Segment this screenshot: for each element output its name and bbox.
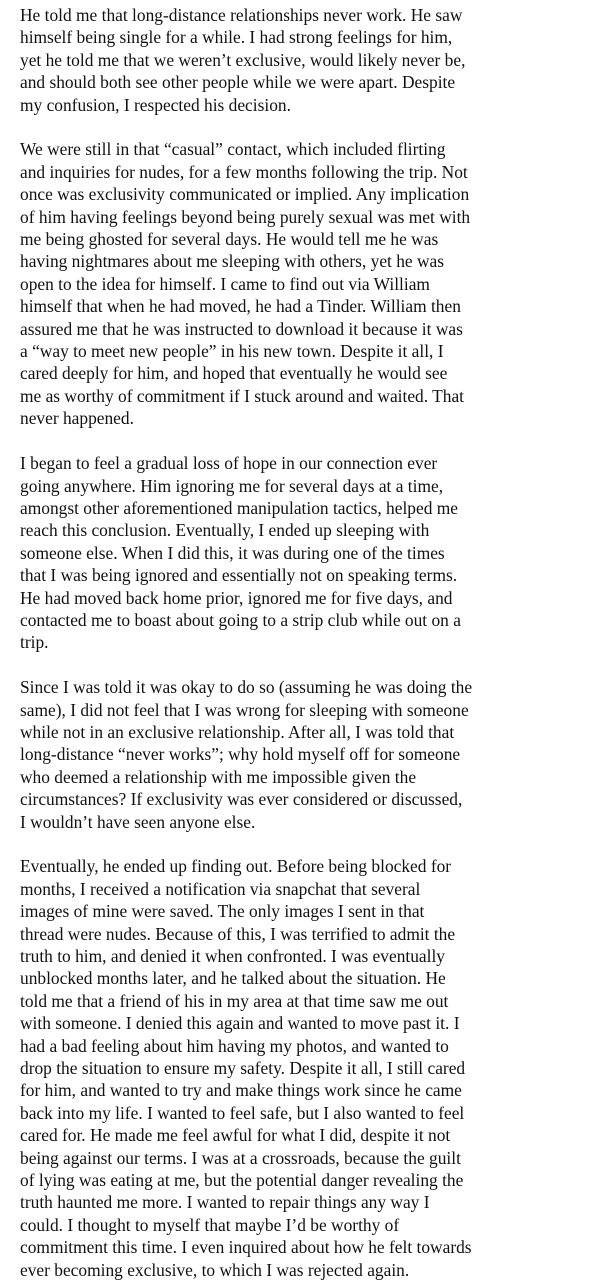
text-line: himself being single for a while. I had strong feelings for him, [20,27,453,48]
text-line: back into my life. I wanted to feel safe, but I also wanted to feel [20,1102,465,1123]
text-line: circumstances? If exclusivity was ever considered or discussed, [20,789,463,810]
text-line: me as worthy of commitment if I stuck around and waited. That [20,385,464,406]
text-line: ever becoming exclusive, to which I was rejected again. [20,1259,410,1280]
text-line: a “way to meet new people” in his new town. Despite it all, I [20,341,444,362]
text-line: contacted me to boast about going to a strip club while out on a [20,609,461,630]
document-body [20,4,587,1281]
text-line: with someone. I denied this again and wanted to move past it. I [20,1013,460,1034]
text-line: thread were nudes. Because of this, I was terrified to admit the [20,923,456,944]
text-line: assured me that he was instructed to download it because it was [20,318,463,339]
paragraph-4 [20,676,587,833]
text-line: never happened. [20,408,134,429]
text-line: me being ghosted for several days. He would tell me he was [20,229,439,250]
text-line: I wouldn’t have seen anyone else. [20,811,256,832]
text-line: amongst other aforementioned manipulation tactics, helped me [20,497,459,518]
text-line: who deemed a relationship with me impossible given the [20,766,417,787]
text-line: Eventually, he ended up finding out. Before being blocked for [20,856,452,877]
text-line: We were still in that “casual” contact, which included flirting [20,139,446,160]
text-line: images of mine were saved. The only images I sent in that [20,901,425,922]
text-line: unblocked months later, and he talked about the situation. He [20,968,446,989]
text-line: my confusion, I respected his decision. [20,94,291,115]
text-line: had a bad feeling about him having my photos, and wanted to [20,1035,449,1056]
text-line: told me that a friend of his in my area at that time saw me out [20,990,449,1011]
text-line: long-distance “never works”; why hold myself off for someone [20,744,461,765]
text-line: going anywhere. Him ignoring me for several days at a time, [20,475,444,496]
text-line: and inquiries for nudes, for a few months following the trip. Not [20,161,468,182]
text-line: that I was being ignored and essentially not on speaking terms. [20,565,458,586]
paragraph-5 [20,855,587,1281]
paragraph-3 [20,452,587,654]
text-line: for him, and wanted to try and make things work since he came [20,1080,462,1101]
text-line: open to the idea for himself. I came to find out via William [20,273,430,294]
text-line: commitment this time. I even inquired about how he felt towards [20,1237,472,1258]
text-line: and should both see other people while we were apart. Despite [20,72,456,93]
text-line: months, I received a notification via snapchat that several [20,878,421,899]
text-line: truth to him, and denied it when confronted. I was eventually [20,946,445,966]
paragraph-1 [20,4,587,116]
text-line: someone else. When I did this, it was during one of the times [20,542,445,563]
text-line: being against our terms. I was at a crossroads, because the guilt [20,1147,461,1168]
paragraph-2 [20,138,587,429]
text-line: cared for. He made me feel awful for what I did, despite it not [20,1125,451,1146]
text-line: same), I did not feel that I was wrong for sleeping with someone [20,699,469,720]
text-line: having nightmares about me sleeping with others, yet he was [20,251,445,272]
text-line: He had moved back home prior, ignored me for five days, and [20,587,453,608]
text-line: while not in an exclusive relationship. After all, I was told that [20,721,455,742]
text-line: once was exclusivity communicated or implied. Any implication [20,184,470,205]
text-line: drop the situation to ensure my safety. Despite it all, I still cared [20,1058,466,1079]
text-line: He told me that long-distance relationships never work. He saw [20,5,463,25]
text-line: cared deeply for him, and hoped that eventually he would see [20,363,448,384]
text-line: reach this conclusion. Eventually, I ended up sleeping with [20,520,430,541]
text-line: Since I was told it was okay to do so (assuming he was doing the [20,677,473,698]
text-line: of him having feelings beyond being purely sexual was met with [20,206,471,227]
text-line: I began to feel a gradual loss of hope in our connection ever [20,453,438,474]
text-line: could. I thought to myself that maybe I’d be worthy of [20,1214,400,1235]
text-line: yet he told me that we weren’t exclusive, would likely never be, [20,49,466,70]
text-line: of lying was eating at me, but the potential danger revealing the [20,1170,464,1191]
text-line: himself that when he had moved, he had a Tinder. William then [20,296,461,317]
text-line: trip. [20,632,49,653]
text-line: truth haunted me more. I wanted to repair things any way I [20,1192,430,1213]
